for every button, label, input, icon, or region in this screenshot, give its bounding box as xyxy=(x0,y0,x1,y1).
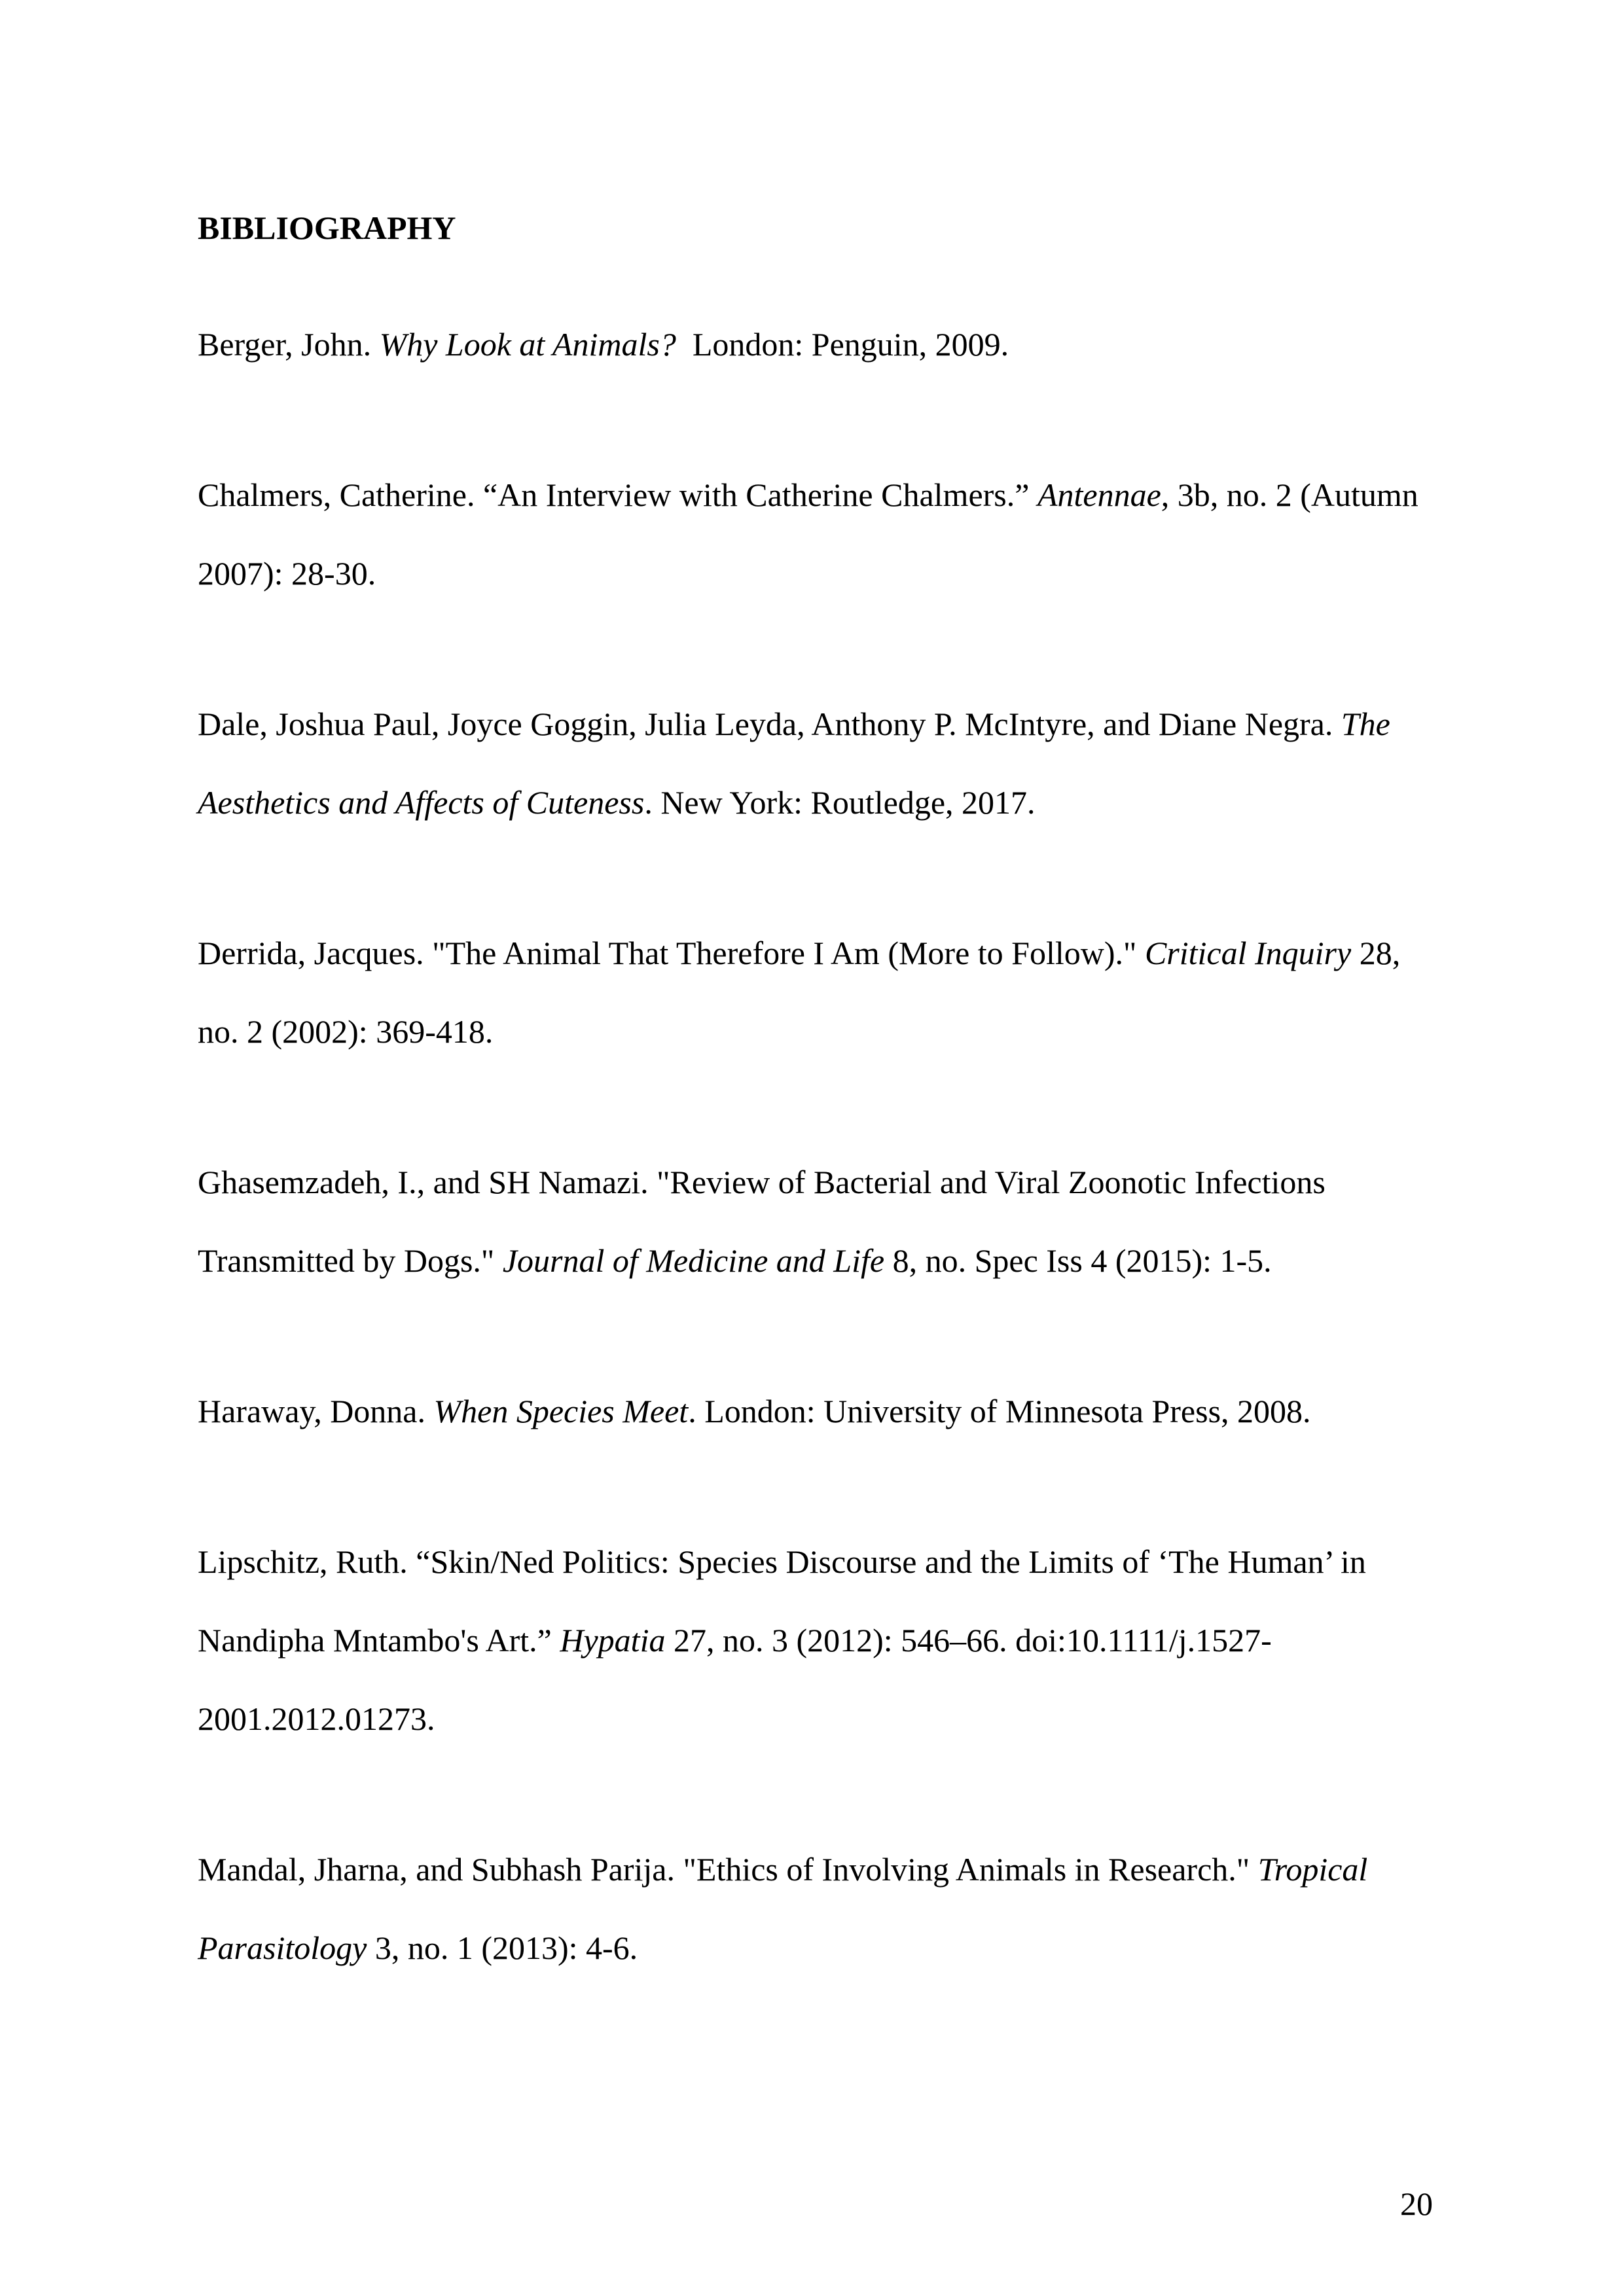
entry-text: . London: University of Minnesota Press, 2008. xyxy=(688,1392,1311,1429)
entry-text: Chalmers, Catherine. “An Interview with Catherine Chalmers.” xyxy=(198,476,1038,513)
entry-text: Lipschitz, Ruth. “Skin/Ned Politics: Species Discourse and the Limits of ‘The Human’ in Nandipha Mntambo's Art.” xyxy=(198,1543,1375,1659)
bibliography-entry xyxy=(198,1143,1434,1300)
entry-text: 28, no. 2 (2002): 369-418. xyxy=(198,934,1409,1050)
entry-title-italic: Journal of Medicine and Life xyxy=(502,1242,885,1279)
entry-title-italic: Why Look at Animals? xyxy=(379,325,676,363)
bibliography-entry xyxy=(198,456,1434,613)
bibliography-entry xyxy=(198,305,1434,384)
entry-text: 8, no. Spec Iss 4 (2015): 1-5. xyxy=(884,1242,1272,1279)
entry-text: 3, no. 1 (2013): 4-6. xyxy=(367,1929,638,1966)
entry-text: Berger, John. xyxy=(198,325,380,363)
bibliography-entry xyxy=(198,1372,1434,1450)
entry-title-italic: When Species Meet xyxy=(433,1392,689,1429)
page-number: 20 xyxy=(1400,2185,1433,2222)
entry-title-italic: Antennae xyxy=(1037,476,1161,513)
entry-text: Mandal, Jharna, and Subhash Parija. "Ethics of Involving Animals in Research." xyxy=(198,1850,1258,1888)
entry-text: Ghasemzadeh, I., and SH Namazi. "Review of Bacterial and Viral Zoonotic Infections Transmitted by Dogs." xyxy=(198,1163,1333,1279)
entry-text: Haraway, Donna. xyxy=(198,1392,434,1429)
bibliography-entry xyxy=(198,914,1434,1071)
entry-text: 27, no. 3 (2012): 546–66. doi:10.1111/j.1527-2001.2012.01273. xyxy=(198,1621,1272,1737)
bibliography-list xyxy=(198,305,1434,1987)
entry-text: , 3b, no. 2 (Autumn 2007): 28-30. xyxy=(198,476,1427,592)
entry-text: London: Penguin, 2009. xyxy=(676,325,1009,363)
entry-text: Derrida, Jacques. "The Animal That Therefore I Am (More to Follow)." xyxy=(198,934,1145,971)
bibliography-heading: BIBLIOGRAPHY xyxy=(198,209,456,246)
entry-text: . New York: Routledge, 2017. xyxy=(644,783,1036,821)
entry-title-italic: Tropical Parasitology xyxy=(198,1850,1376,1966)
entry-title-italic: The Aesthetics and Affects of Cuteness xyxy=(198,705,1398,821)
entry-title-italic: Hypatia xyxy=(560,1621,666,1659)
bibliography-entry xyxy=(198,685,1434,842)
bibliography-entry xyxy=(198,1522,1434,1758)
entry-text: Dale, Joshua Paul, Joyce Goggin, Julia Leyda, Anthony P. McIntyre, and Diane Negra. xyxy=(198,705,1341,742)
entry-title-italic: Critical Inquiry xyxy=(1144,934,1352,971)
bibliography-entry xyxy=(198,1830,1434,1987)
